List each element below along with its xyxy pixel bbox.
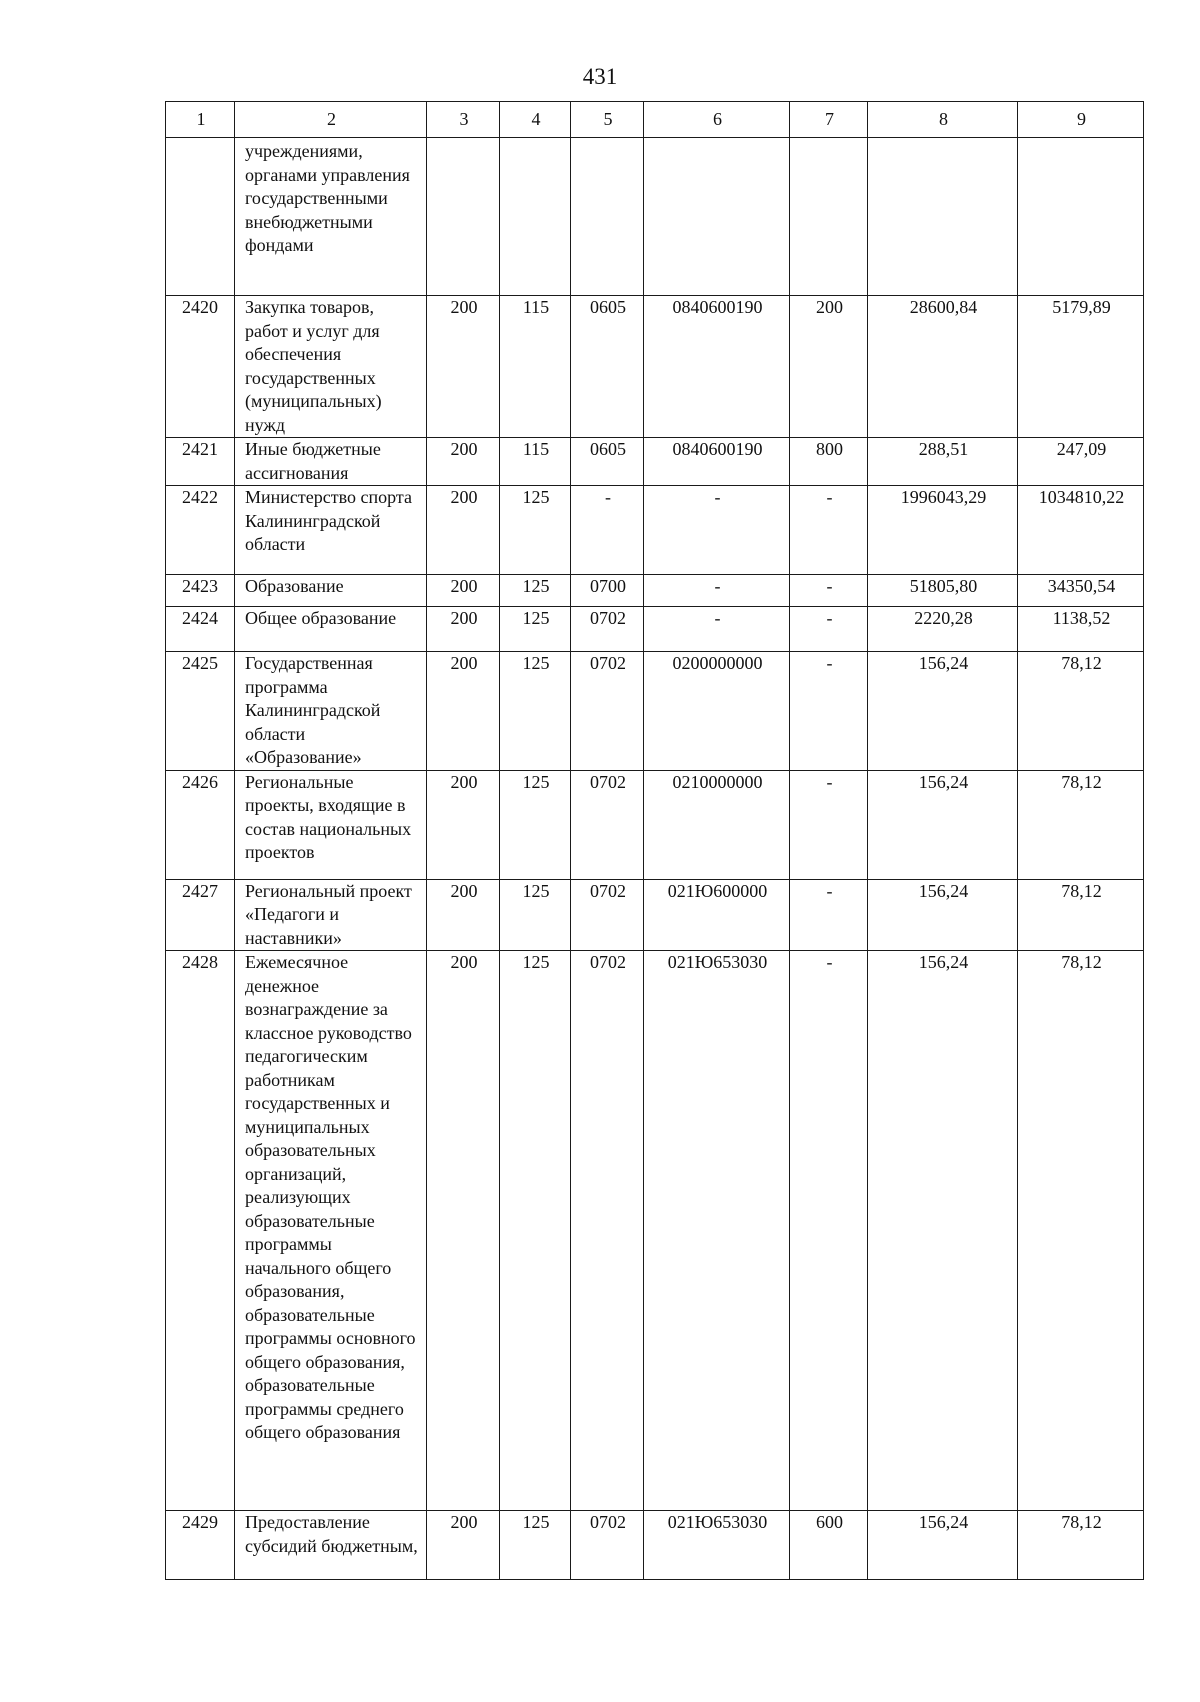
amount-8-cell: 28600,84 [868,296,1018,438]
amount-9-cell: 247,09 [1018,438,1144,486]
expense-type-cell: - [790,879,868,951]
expense-type-cell: 800 [790,438,868,486]
row-number-cell: 2423 [166,575,235,607]
amount-8-cell: 2220,28 [868,607,1018,652]
target-code-cell: 0210000000 [644,770,790,879]
amount-9-cell: 78,12 [1018,879,1144,951]
amount-8-cell: 156,24 [868,1511,1018,1580]
amount-8-cell: 1996043,29 [868,486,1018,575]
code-4-cell: 125 [500,575,571,607]
header-row [166,102,1144,138]
table-row [166,652,1144,771]
column-header: 4 [500,102,571,138]
amount-9-cell: 34350,54 [1018,575,1144,607]
code-3-cell: 200 [427,652,500,771]
row-number-cell: 2428 [166,951,235,1511]
section-code-cell: 0605 [571,296,644,438]
expense-type-cell: - [790,575,868,607]
code-4-cell: 125 [500,770,571,879]
table-body [166,138,1144,1580]
code-4-cell: 125 [500,951,571,1511]
amount-9-cell: 78,12 [1018,770,1144,879]
code-3-cell [427,138,500,296]
row-number-cell: 2429 [166,1511,235,1580]
expense-type-cell: 600 [790,1511,868,1580]
table-row [166,879,1144,951]
table-header [166,102,1144,138]
section-code-cell: 0702 [571,770,644,879]
column-header: 9 [1018,102,1144,138]
row-number-cell [166,138,235,296]
amount-9-cell: 1034810,22 [1018,486,1144,575]
code-3-cell: 200 [427,296,500,438]
item-name-cell: Предоставление субсидий бюджетным, [235,1511,427,1580]
section-code-cell: - [571,486,644,575]
code-3-cell: 200 [427,1511,500,1580]
amount-8-cell [868,138,1018,296]
section-code-cell: 0605 [571,438,644,486]
table-row [166,1511,1144,1580]
amount-8-cell: 156,24 [868,770,1018,879]
section-code-cell: 0700 [571,575,644,607]
code-4-cell: 125 [500,652,571,771]
column-header: 2 [235,102,427,138]
code-3-cell: 200 [427,879,500,951]
code-3-cell: 200 [427,438,500,486]
code-3-cell: 200 [427,607,500,652]
item-name-cell: учреждениями, органами управления государственными внебюджетными фондами [235,138,427,296]
table-row [166,296,1144,438]
code-3-cell: 200 [427,575,500,607]
amount-8-cell: 156,24 [868,652,1018,771]
section-code-cell: 0702 [571,652,644,771]
amount-8-cell: 288,51 [868,438,1018,486]
code-4-cell: 125 [500,607,571,652]
column-header: 3 [427,102,500,138]
item-name-cell: Иные бюджетные ассигнования [235,438,427,486]
budget-table [165,101,1144,1580]
item-name-cell: Закупка товаров, работ и услуг для обеспечения государственных (муниципальных) нужд [235,296,427,438]
column-header: 5 [571,102,644,138]
amount-9-cell: 78,12 [1018,1511,1144,1580]
item-name-cell: Образование [235,575,427,607]
row-number-cell: 2421 [166,438,235,486]
amount-8-cell: 156,24 [868,879,1018,951]
item-name-cell: Государственная программа Калининградской области «Образование» [235,652,427,771]
section-code-cell: 0702 [571,951,644,1511]
table-row [166,438,1144,486]
column-header: 1 [166,102,235,138]
target-code-cell: 021Ю600000 [644,879,790,951]
row-number-cell: 2424 [166,607,235,652]
code-4-cell: 115 [500,438,571,486]
item-name-cell: Региональный проект «Педагоги и наставники» [235,879,427,951]
table-row [166,770,1144,879]
section-code-cell [571,138,644,296]
expense-type-cell: - [790,951,868,1511]
target-code-cell: 021Ю653030 [644,951,790,1511]
target-code-cell: - [644,486,790,575]
table-row [166,951,1144,1511]
row-number-cell: 2422 [166,486,235,575]
amount-8-cell: 51805,80 [868,575,1018,607]
section-code-cell: 0702 [571,607,644,652]
target-code-cell: 021Ю653030 [644,1511,790,1580]
code-3-cell: 200 [427,770,500,879]
page-number: 431 [582,64,618,89]
row-number-cell: 2420 [166,296,235,438]
target-code-cell: - [644,607,790,652]
amount-8-cell: 156,24 [868,951,1018,1511]
amount-9-cell: 78,12 [1018,652,1144,771]
item-name-cell: Министерство спорта Калининградской области [235,486,427,575]
table-row [166,575,1144,607]
amount-9-cell: 1138,52 [1018,607,1144,652]
item-name-cell: Ежемесячное денежное вознаграждение за классное руководство педагогическим работникам государственных и муниципальных образовательных организаций, реализующих образовательные программы начального общего образования, образовательные программы основного общего образования, образовательные программы среднего общего образования [235,951,427,1511]
code-3-cell: 200 [427,486,500,575]
target-code-cell: - [644,575,790,607]
amount-9-cell: 5179,89 [1018,296,1144,438]
expense-type-cell: - [790,486,868,575]
expense-type-cell: 200 [790,296,868,438]
item-name-cell: Общее образование [235,607,427,652]
amount-9-cell [1018,138,1144,296]
row-number-cell: 2427 [166,879,235,951]
code-3-cell: 200 [427,951,500,1511]
row-number-cell: 2426 [166,770,235,879]
expense-type-cell: - [790,770,868,879]
row-number-cell: 2425 [166,652,235,771]
column-header: 6 [644,102,790,138]
table-row [166,486,1144,575]
target-code-cell: 0200000000 [644,652,790,771]
table-row [166,138,1144,296]
code-4-cell: 125 [500,879,571,951]
item-name-cell: Региональные проекты, входящие в состав национальных проектов [235,770,427,879]
table-row [166,607,1144,652]
expense-type-cell: - [790,652,868,771]
code-4-cell: 125 [500,486,571,575]
column-header: 8 [868,102,1018,138]
code-4-cell: 115 [500,296,571,438]
code-4-cell [500,138,571,296]
section-code-cell: 0702 [571,879,644,951]
target-code-cell: 0840600190 [644,438,790,486]
expense-type-cell [790,138,868,296]
target-code-cell [644,138,790,296]
target-code-cell: 0840600190 [644,296,790,438]
expense-type-cell: - [790,607,868,652]
section-code-cell: 0702 [571,1511,644,1580]
amount-9-cell: 78,12 [1018,951,1144,1511]
column-header: 7 [790,102,868,138]
code-4-cell: 125 [500,1511,571,1580]
